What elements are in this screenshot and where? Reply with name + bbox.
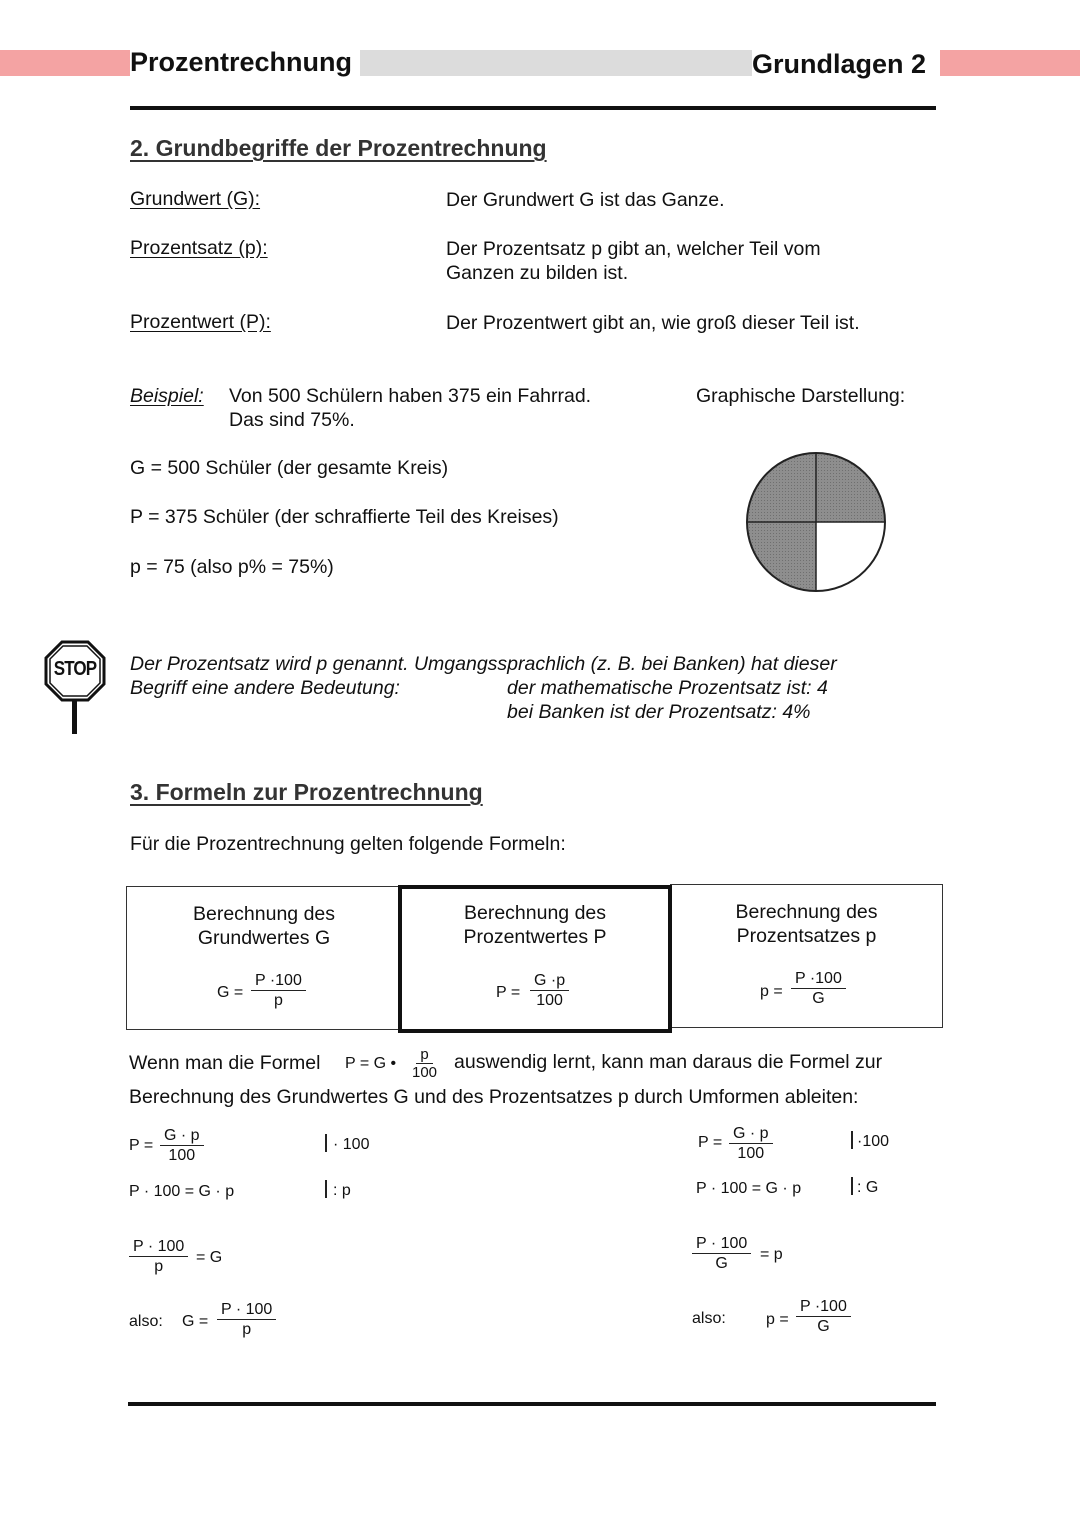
term-label-prozentwert: Prozentwert (P): <box>130 311 271 333</box>
fraction-numerator: P · 100 <box>129 1237 188 1257</box>
fraction-numerator: P · 100 <box>692 1234 751 1254</box>
header-band-middle <box>360 50 760 76</box>
left-step2-bar <box>325 1180 327 1198</box>
fraction-numerator: P ·100 <box>796 1297 851 1317</box>
right-step3-fraction <box>692 1234 751 1273</box>
example-label: Beispiel: <box>130 385 204 407</box>
fraction-numerator: G · p <box>729 1124 773 1144</box>
header-band-right <box>940 50 1080 76</box>
cell-title2: Prozentsatzes p <box>736 925 877 947</box>
note-line2a: Begriff eine andere Bedeutung: <box>130 677 400 699</box>
left-step3-rhs: = G <box>196 1249 223 1266</box>
right-step2-op: : G <box>857 1179 879 1196</box>
cell-formula-lhs: p = <box>760 983 783 1000</box>
right-step2: P · 100 = G · p <box>696 1180 802 1197</box>
right-step1-lhs: P = <box>698 1134 723 1151</box>
example-P-line: P = 375 Schüler (der schraffierte Teil des Kreises) <box>130 506 559 528</box>
fraction-numerator: p <box>416 1046 432 1064</box>
term-def-grundwert: Der Grundwert G ist das Ganze. <box>446 189 725 211</box>
right-step1-bar <box>851 1131 853 1149</box>
left-step4-fraction <box>217 1300 276 1339</box>
stop-sign-icon <box>44 640 106 734</box>
left-also: also: <box>129 1313 163 1330</box>
fraction-numerator: P ·100 <box>251 971 306 991</box>
section2-heading: 2. Grundbegriffe der Prozentrechnung <box>130 135 547 161</box>
right-step1-fraction <box>729 1124 773 1163</box>
fraction-numerator: G ·p <box>530 971 569 991</box>
term-def-prozentsatz-line1: Der Prozentsatz p gibt an, welcher Teil vom <box>446 238 821 260</box>
formula-cell-prozentsatz <box>398 885 672 1033</box>
footer-rule <box>128 1402 936 1406</box>
left-step2: P · 100 = G · p <box>129 1183 235 1200</box>
header-rule <box>130 106 936 110</box>
cell-title1: Berechnung des <box>735 901 878 923</box>
fraction-denominator: p <box>273 992 283 1009</box>
cell-formula-lhs: P = <box>496 984 521 1001</box>
formula-cell-grundwert <box>126 886 402 1030</box>
section3-heading: 3. Formeln zur Prozentrechnung <box>130 779 483 805</box>
fraction-denominator: G <box>817 1318 830 1335</box>
note-line1: Der Prozentsatz wird p genannt. Umgangssprachlich (z. B. bei Banken) hat dieser <box>130 653 837 675</box>
example-line2: Das sind 75%. <box>229 409 355 431</box>
header-title-right: Grundlagen 2 <box>752 49 927 79</box>
para-formula: P = G • <box>345 1055 397 1072</box>
para-part-a: Wenn man die Formel <box>129 1052 321 1074</box>
cell-title1: Berechnung des <box>192 903 336 925</box>
note-line3: bei Banken ist der Prozentsatz: 4% <box>507 701 811 723</box>
cell-formula-fraction <box>530 971 569 1010</box>
right-step1-op: ·100 <box>857 1133 890 1150</box>
term-def-prozentwert: Der Prozentwert gibt an, wie groß dieser Teil ist. <box>446 312 860 334</box>
left-step1-op: · 100 <box>333 1136 370 1153</box>
fraction-numerator: P · 100 <box>217 1300 276 1320</box>
para-line2: Berechnung des Grundwertes G und des Prozentsatzes p durch Umformen ableiten: <box>129 1086 859 1108</box>
term-def-prozentsatz-line2: Ganzen zu bilden ist. <box>446 262 629 284</box>
fraction-denominator: 100 <box>536 992 563 1009</box>
fraction-denominator: 100 <box>737 1145 765 1162</box>
cell-title1: Berechnung des <box>463 902 607 924</box>
stop-sign-text: STOP <box>53 658 97 680</box>
example-g-line: G = 500 Schüler (der gesamte Kreis) <box>130 457 449 479</box>
example-p-line: p = 75 (also p% = 75%) <box>130 556 334 578</box>
left-step2-op: : p <box>333 1182 351 1199</box>
right-step4-fraction <box>796 1297 851 1336</box>
fraction-numerator: P ·100 <box>791 969 846 989</box>
header-title-left: Prozentrechnung <box>130 47 353 77</box>
right-also: also: <box>692 1310 726 1327</box>
term-label-prozentsatz: Prozentsatz (p): <box>130 237 268 259</box>
cell-title2: Grundwertes G <box>197 927 331 949</box>
pie-chart <box>740 446 892 598</box>
left-step4-lhs: G = <box>182 1313 209 1330</box>
note-line2b: der mathematische Prozentsatz ist: 4 <box>507 677 828 699</box>
fraction-numerator: G · p <box>160 1126 204 1146</box>
left-step1-fraction <box>160 1126 204 1165</box>
right-step3-rhs: = p <box>760 1246 783 1263</box>
fraction-denominator: G <box>812 990 825 1007</box>
formula-cell-prozentwert <box>670 884 943 1028</box>
right-step2-bar <box>851 1177 853 1195</box>
cell-formula-fraction <box>791 969 846 1008</box>
left-step1-lhs: P = <box>129 1137 154 1154</box>
fraction-denominator: 100 <box>168 1147 196 1164</box>
fraction-denominator: G <box>715 1255 728 1272</box>
cell-formula-lhs: G = <box>217 984 244 1001</box>
header-band-left <box>0 50 140 76</box>
fraction-denominator: p <box>154 1258 164 1275</box>
cell-formula-fraction <box>251 971 306 1010</box>
para-formula-fraction <box>408 1046 441 1081</box>
cell-title2: Prozentwertes P <box>463 926 607 948</box>
graph-label: Graphische Darstellung: <box>696 385 906 407</box>
fraction-denominator: p <box>242 1321 252 1338</box>
term-label-grundwert: Grundwert (G): <box>130 188 261 210</box>
fraction-denominator: 100 <box>412 1064 438 1081</box>
left-step3-fraction <box>129 1237 188 1276</box>
left-step1-bar <box>325 1134 327 1152</box>
para-part-b: auswendig lernt, kann man daraus die Formel zur <box>454 1051 883 1073</box>
section3-intro: Für die Prozentrechnung gelten folgende Formeln: <box>130 833 566 855</box>
example-line1: Von 500 Schülern haben 375 ein Fahrrad. <box>229 385 592 407</box>
right-step4-lhs: p = <box>766 1311 789 1328</box>
